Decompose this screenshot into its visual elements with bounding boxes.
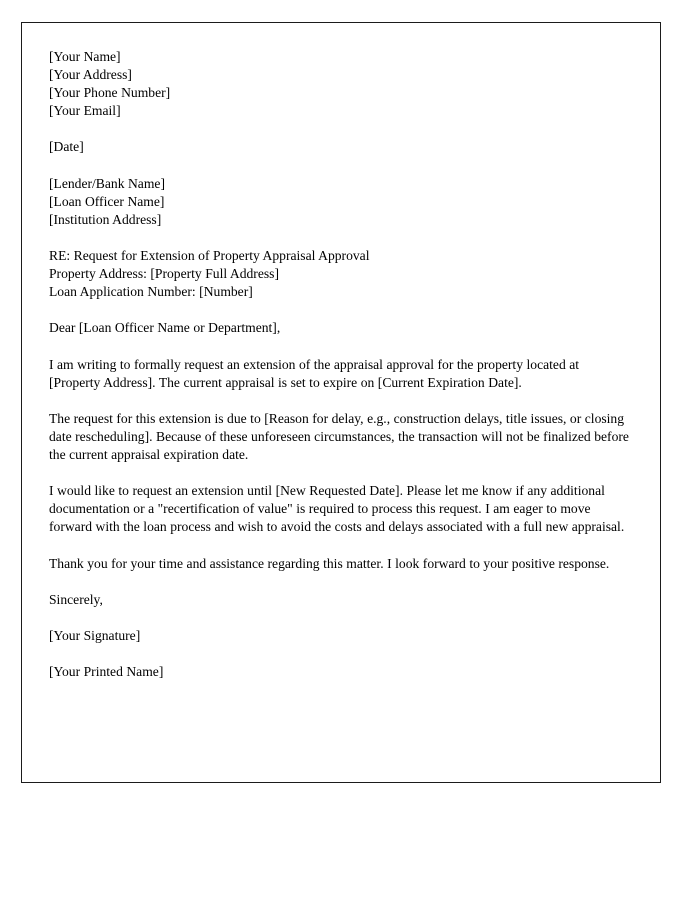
recipient-address-block bbox=[49, 175, 630, 229]
sender-address: [Your Address] bbox=[49, 67, 132, 83]
salutation-block bbox=[49, 319, 630, 337]
signature-placeholder: [Your Signature] bbox=[49, 628, 141, 643]
valediction: Sincerely, bbox=[49, 591, 103, 607]
re-line: RE: Request for Extension of Property Appraisal Approval bbox=[49, 248, 370, 264]
body-paragraph-3: I would like to request an extension until [New Requested Date]. Please let me know if any additional documentation or a "recertification of value" is required to process this request. I am eager to move forward with the loan process and wish to avoid the costs and delays associated with a full new appraisal. bbox=[49, 483, 625, 535]
valediction-block bbox=[49, 591, 630, 609]
date-block bbox=[49, 138, 630, 156]
body-paragraph-1: I am writing to formally request an extension of the appraisal approval for the property located at [Property Address]. The current appraisal is set to expire on [Current Expiration Date]. bbox=[49, 356, 580, 390]
printed-name-block bbox=[49, 663, 630, 681]
sender-address-block bbox=[49, 48, 630, 120]
document-page bbox=[21, 22, 661, 783]
recipient-institution: [Lender/Bank Name] bbox=[49, 175, 165, 191]
sender-name: [Your Name] bbox=[49, 49, 121, 64]
printed-name-placeholder: [Your Printed Name] bbox=[49, 664, 164, 680]
signature-block bbox=[49, 627, 630, 645]
sender-email: [Your Email] bbox=[49, 103, 121, 119]
letter-content bbox=[49, 48, 630, 681]
sender-phone: [Your Phone Number] bbox=[49, 85, 171, 101]
body-paragraph-2: The request for this extension is due to [Reason for delay, e.g., construction delays, title issues, or closing date rescheduling]. Because of these unforeseen circumstances, the transaction will not be finalized before the current appraisal expiration date. bbox=[49, 410, 629, 463]
body-paragraph-4: Thank you for your time and assistance regarding this matter. I look forward to your positive response. bbox=[49, 555, 610, 571]
recipient-address: [Institution Address] bbox=[49, 211, 162, 227]
loan-application-number-line: Loan Application Number: [Number] bbox=[49, 284, 253, 300]
date-line: [Date] bbox=[49, 139, 84, 155]
recipient-officer: [Loan Officer Name] bbox=[49, 193, 165, 209]
salutation: Dear [Loan Officer Name or Department], bbox=[49, 320, 281, 336]
subject-block bbox=[49, 247, 630, 301]
property-address-line: Property Address: [Property Full Address] bbox=[49, 266, 279, 282]
